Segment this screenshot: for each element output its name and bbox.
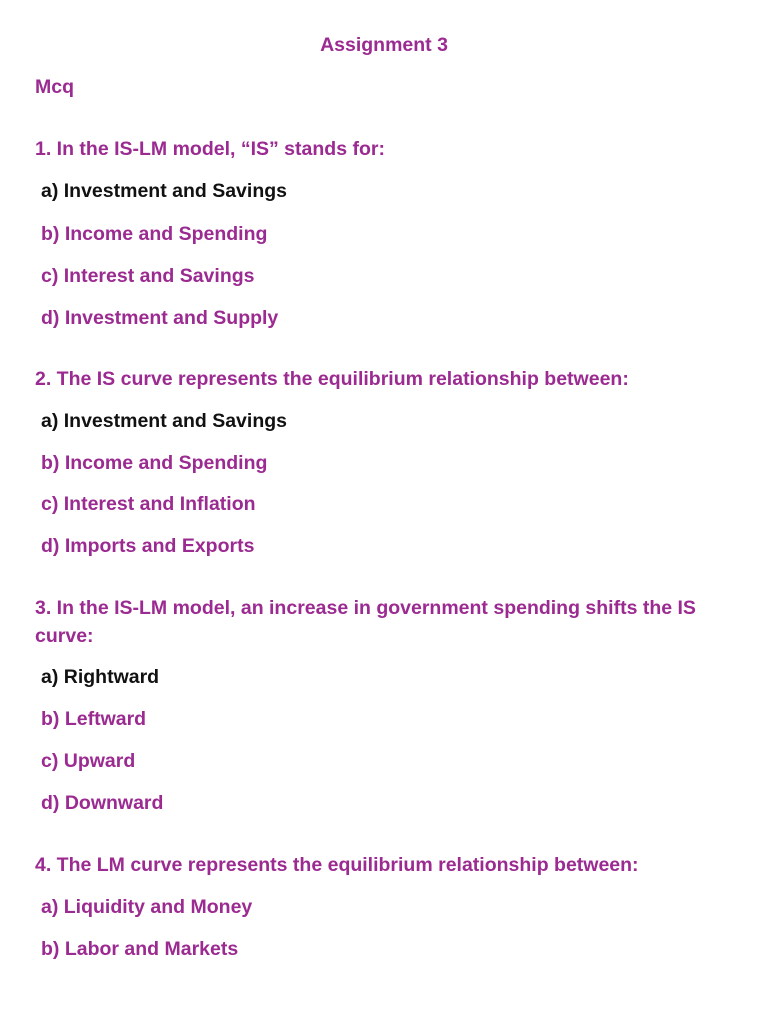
- question-1-option-a: a) Investment and Savings: [41, 180, 287, 202]
- section-heading: Mcq: [35, 76, 74, 98]
- question-3-option-b: b) Leftward: [41, 708, 147, 730]
- question-1-option-b: b) Income and Spending: [41, 223, 268, 245]
- question-2-option-c: c) Interest and Inflation: [41, 493, 256, 515]
- question-1-option-c: c) Interest and Savings: [41, 265, 255, 287]
- question-4-text: 4. The LM curve represents the equilibrium relationship between:: [35, 854, 639, 876]
- question-2-text: 2. The IS curve represents the equilibrium relationship between:: [35, 368, 629, 390]
- question-3-option-c: c) Upward: [41, 750, 136, 772]
- question-2-option-a: a) Investment and Savings: [41, 410, 287, 432]
- question-4-option-a: a) Liquidity and Money: [41, 896, 253, 918]
- question-4-option-b: b) Labor and Markets: [41, 938, 239, 960]
- page-title: Assignment 3: [320, 34, 448, 56]
- question-2-option-b: b) Income and Spending: [41, 452, 268, 474]
- question-3-option-a: a) Rightward: [41, 666, 160, 688]
- question-1-option-d: d) Investment and Supply: [41, 307, 279, 329]
- question-2-option-d: d) Imports and Exports: [41, 535, 255, 557]
- question-3-option-d: d) Downward: [41, 792, 164, 814]
- question-3-text: 3. In the IS-LM model, an increase in government spending shifts the IS curve:: [35, 597, 696, 647]
- question-1-text: 1. In the IS-LM model, “IS” stands for:: [35, 138, 385, 160]
